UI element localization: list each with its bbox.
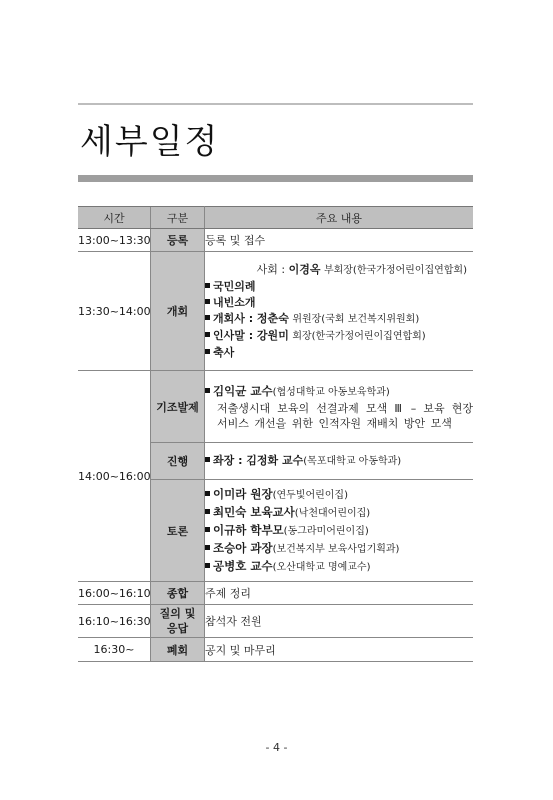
content-cell: 참석자 전원 xyxy=(205,605,474,638)
list-item: 내빈소개 xyxy=(205,295,473,311)
title-underline-band xyxy=(78,175,473,182)
list-item: 최민숙 보육교사(낙천대어린이집) xyxy=(205,504,473,522)
bullet-icon xyxy=(205,315,210,320)
time-cell: 16:10~16:30 xyxy=(78,605,151,638)
bullet-icon xyxy=(205,388,210,393)
category-cell: 개회 xyxy=(151,252,205,371)
top-rule xyxy=(78,103,473,105)
header-time: 시간 xyxy=(78,207,151,229)
content-cell xyxy=(205,480,474,582)
list-item: 공병호 교수(오산대학교 명예교수) xyxy=(205,558,473,576)
bullet-icon xyxy=(205,457,210,462)
list-item: 개회사 : 정춘숙 위원장(국회 보건복지위원회) xyxy=(205,311,473,328)
list-item: 축사 xyxy=(205,345,473,361)
category-cell: 등록 xyxy=(151,229,205,252)
list-item: 김익균 교수(협성대학교 아동보육학과) xyxy=(205,383,473,401)
header-content: 주요 내용 xyxy=(205,207,474,229)
content-cell xyxy=(205,443,474,480)
time-cell: 13:00~13:30 xyxy=(78,229,151,252)
table-row xyxy=(78,229,473,252)
keynote-topic: 저출생시대 보육의 선결과제 모색 Ⅲ – 보육 현장 서비스 개선을 위한 인적자원 재배치 방안 모색 xyxy=(217,401,473,430)
bullet-icon xyxy=(205,332,210,337)
content-cell xyxy=(205,371,474,443)
bullet-icon xyxy=(205,349,210,354)
time-cell: 16:00~16:10 xyxy=(78,582,151,605)
category-cell: 종합 xyxy=(151,582,205,605)
content-cell: 등록 및 접수 xyxy=(205,229,474,252)
table-row xyxy=(78,371,473,443)
schedule-table xyxy=(78,206,473,662)
time-cell: 16:30~ xyxy=(78,638,151,662)
table-row xyxy=(78,252,473,371)
table-header-row xyxy=(78,207,473,229)
table-row xyxy=(78,582,473,605)
category-cell: 기조발제 xyxy=(151,371,205,443)
page-number: - 4 - xyxy=(265,741,288,754)
category-cell: 질의 및 응답 xyxy=(151,605,205,638)
bullet-icon xyxy=(205,563,210,568)
bullet-icon xyxy=(205,527,210,532)
content-cell xyxy=(205,252,474,371)
bullet-icon xyxy=(205,299,210,304)
bullet-icon xyxy=(205,545,210,550)
page-title: 세부일정 xyxy=(80,122,220,162)
table-row xyxy=(78,638,473,662)
category-cell: 토론 xyxy=(151,480,205,582)
list-item: 조승아 과장(보건복지부 보육사업기획과) xyxy=(205,540,473,558)
list-item: 이미라 원장(연두빛어린이집) xyxy=(205,486,473,504)
list-item: 인사말 : 강원미 회장(한국가정어린이집연합회) xyxy=(205,328,473,345)
content-cell: 공지 및 마무리 xyxy=(205,638,474,662)
time-cell: 13:30~14:00 xyxy=(78,252,151,371)
list-item: 국민의례 xyxy=(205,279,473,295)
header-category: 구분 xyxy=(151,207,205,229)
category-cell: 폐회 xyxy=(151,638,205,662)
content-cell: 주제 정리 xyxy=(205,582,474,605)
category-cell: 진행 xyxy=(151,443,205,480)
bullet-icon xyxy=(205,283,210,288)
list-item: 이규하 학부모(동그라미어린이집) xyxy=(205,522,473,540)
bullet-icon xyxy=(205,509,210,514)
list-item: 좌장 : 김정화 교수(목포대학교 아동학과) xyxy=(205,453,473,470)
bullet-icon xyxy=(205,491,210,496)
table-row xyxy=(78,605,473,638)
time-cell: 14:00~16:00 xyxy=(78,371,151,582)
mc-line: 사회 : 이경옥 부회장(한국가정어린이집연합회) xyxy=(256,262,467,276)
